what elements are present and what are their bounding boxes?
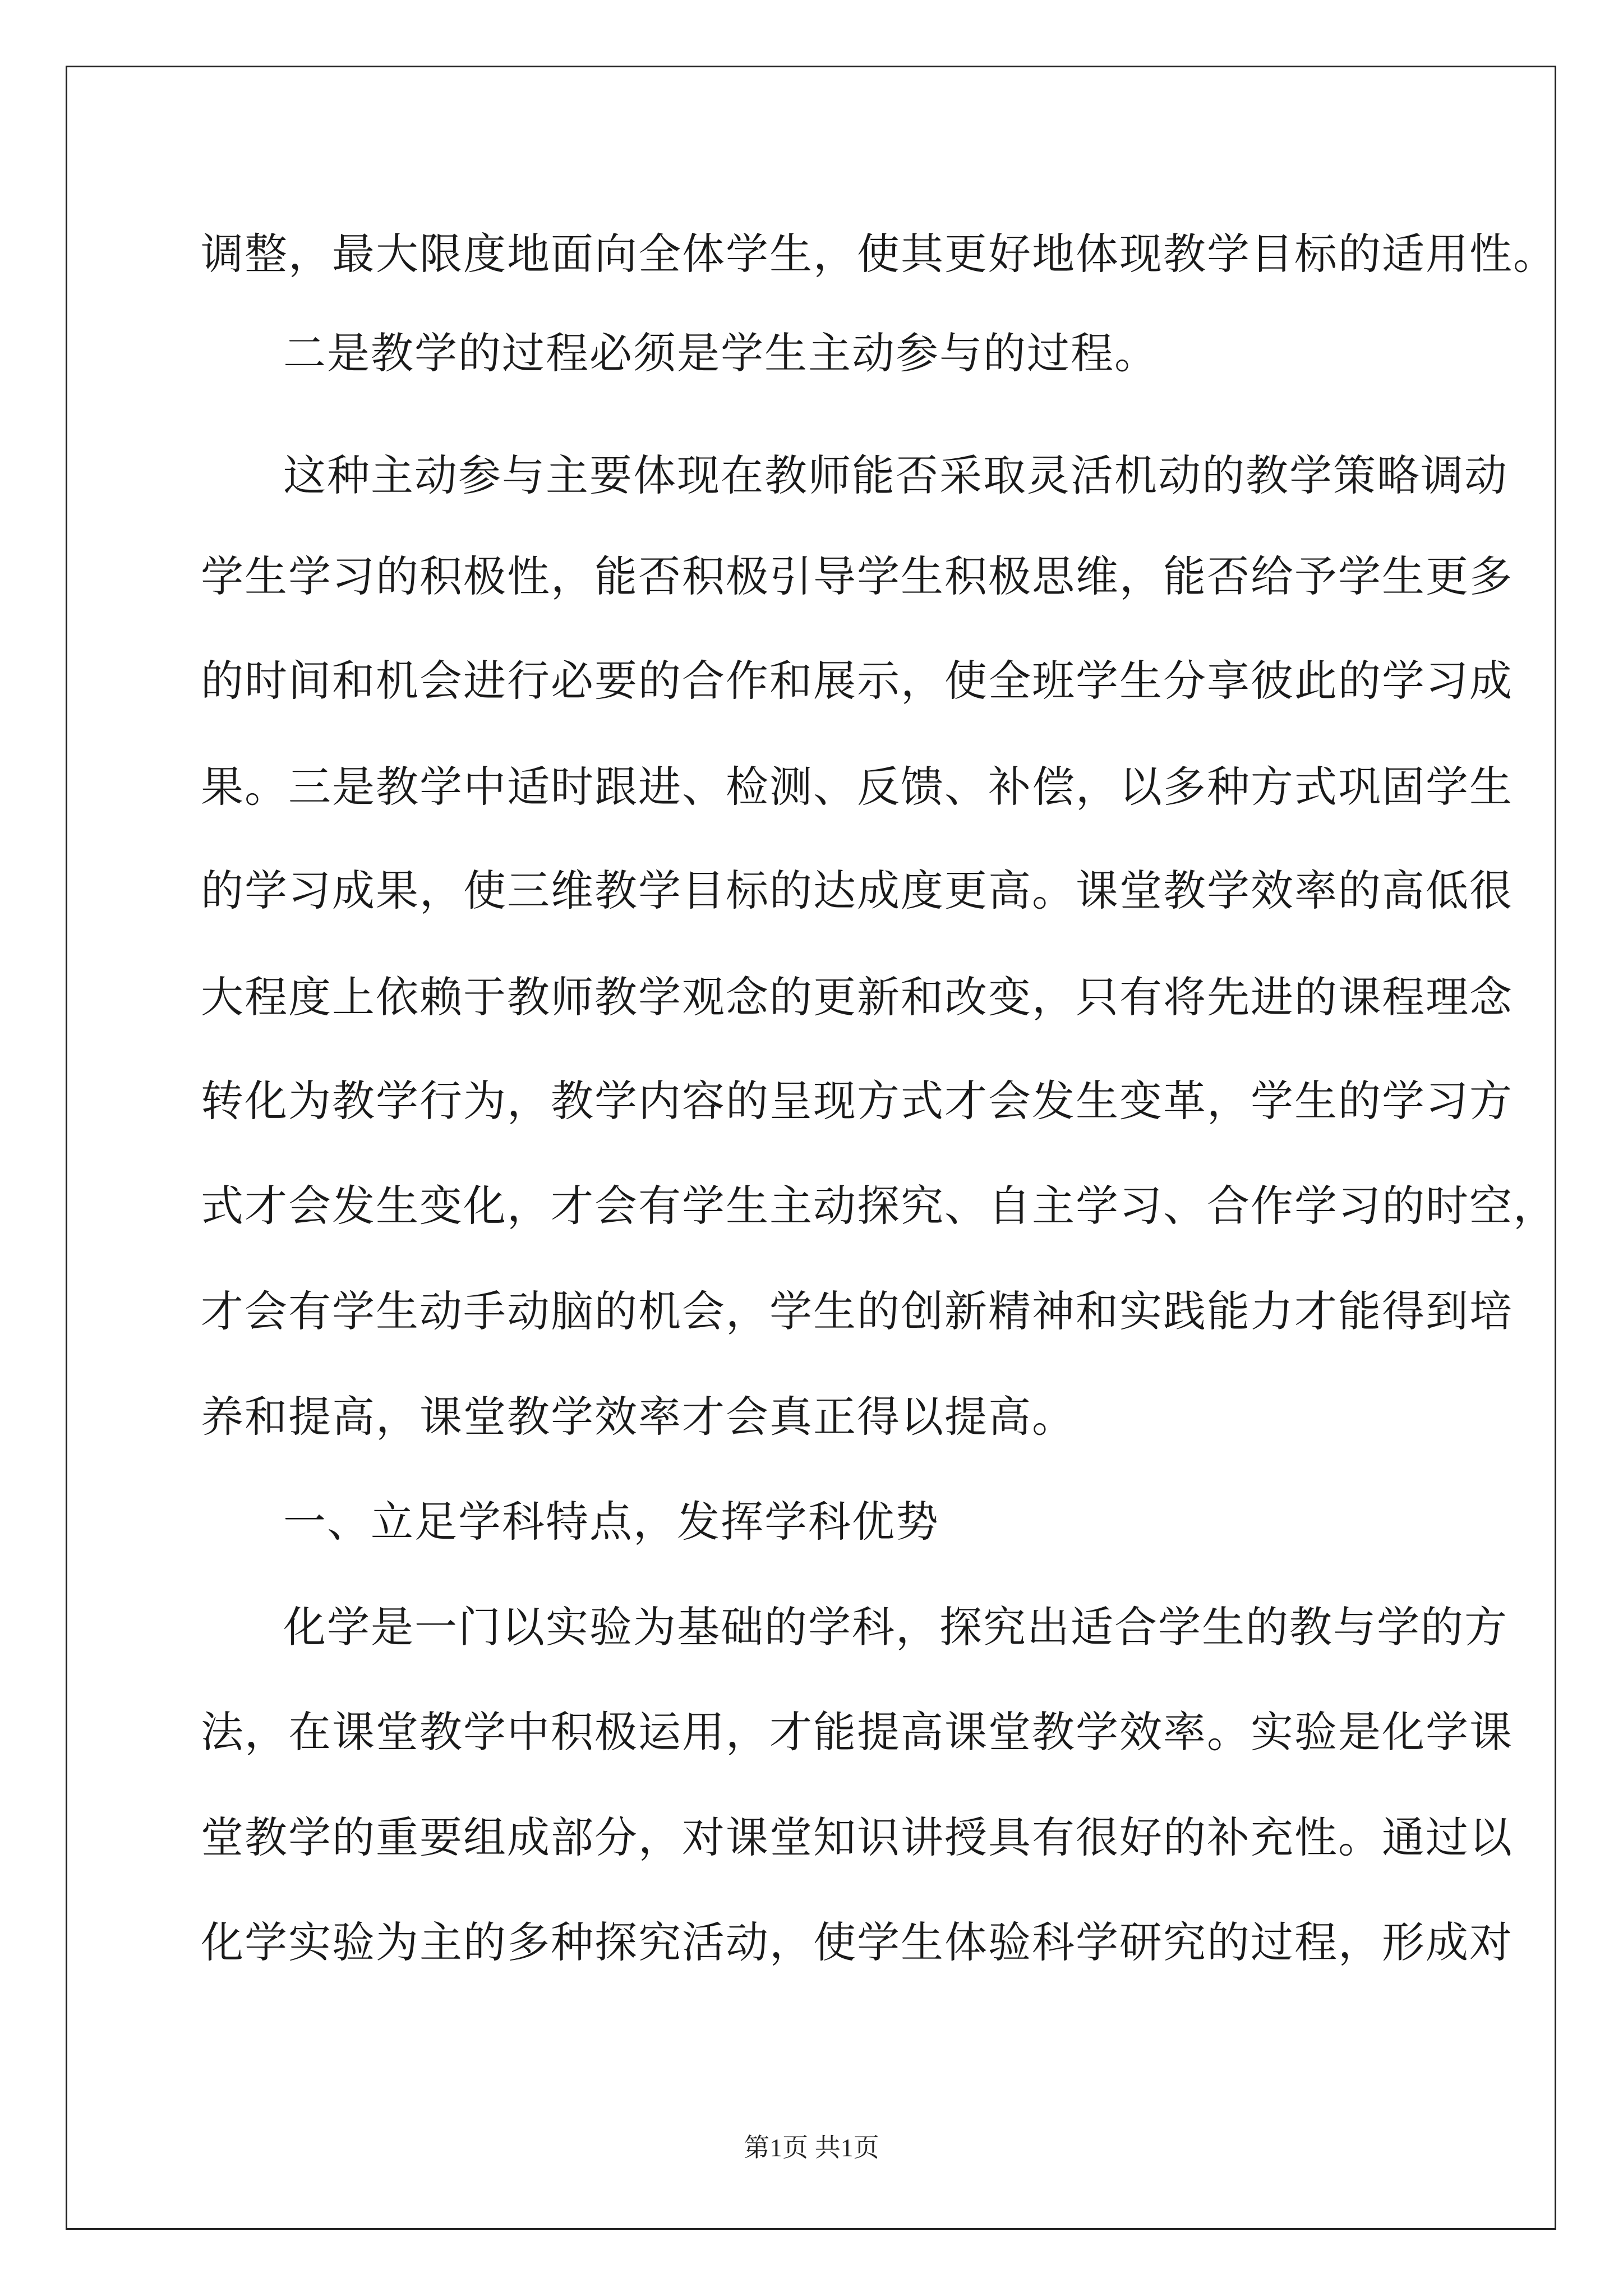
text-line: 学生学习的积极性，能否积极引导学生积极思维，能否给予学生更多 [201, 551, 1513, 601]
text-line: 化学是一门以实验为基础的学科，探究出适合学生的教与学的方 [283, 1602, 1508, 1652]
text-line: 转化为教学行为，教学内容的呈现方式才会发生变革，学生的学习方 [201, 1076, 1513, 1126]
text-line: 化学实验为主的多种探究活动，使学生体验科学研究的过程，形成对 [201, 1917, 1513, 1967]
text-line: 二是教学的过程必须是学生主动参与的过程。 [283, 328, 1158, 378]
page-border [66, 66, 1556, 2230]
page-number-footer: 第1页 共1页 [744, 2133, 879, 2162]
text-line: 这种主动参与主要体现在教师能否采取灵活机动的教学策略调动 [283, 450, 1508, 500]
text-line: 堂教学的重要组成部分，对课堂知识讲授具有很好的补充性。通过以 [201, 1812, 1513, 1862]
text-line: 调整，最大限度地面向全体学生，使其更好地体现教学目标的适用性。 [201, 229, 1557, 279]
text-line: 的时间和机会进行必要的合作和展示，使全班学生分享彼此的学习成 [201, 656, 1513, 706]
text-line: 大程度上依赖于教师教学观念的更新和改变，只有将先进的课程理念 [201, 972, 1513, 1022]
text-line: 法，在课堂教学中积极运用，才能提高课堂教学效率。实验是化学课 [201, 1707, 1513, 1757]
text-line: 果。三是教学中适时跟进、检测、反馈、补偿，以多种方式巩固学生 [201, 762, 1513, 812]
text-line: 养和提高，课堂教学效率才会真正得以提高。 [201, 1392, 1076, 1442]
text-line: 式才会发生变化，才会有学生主动探究、自主学习、合作学习的时空， [201, 1181, 1557, 1231]
section-heading: 一、立足学科特点，发挥学科优势 [283, 1497, 939, 1547]
text-line: 才会有学生动手动脑的机会，学生的创新精神和实践能力才能得到培 [201, 1286, 1513, 1336]
text-line: 的学习成果，使三维教学目标的达成度更高。课堂教学效率的高低很 [201, 866, 1513, 915]
